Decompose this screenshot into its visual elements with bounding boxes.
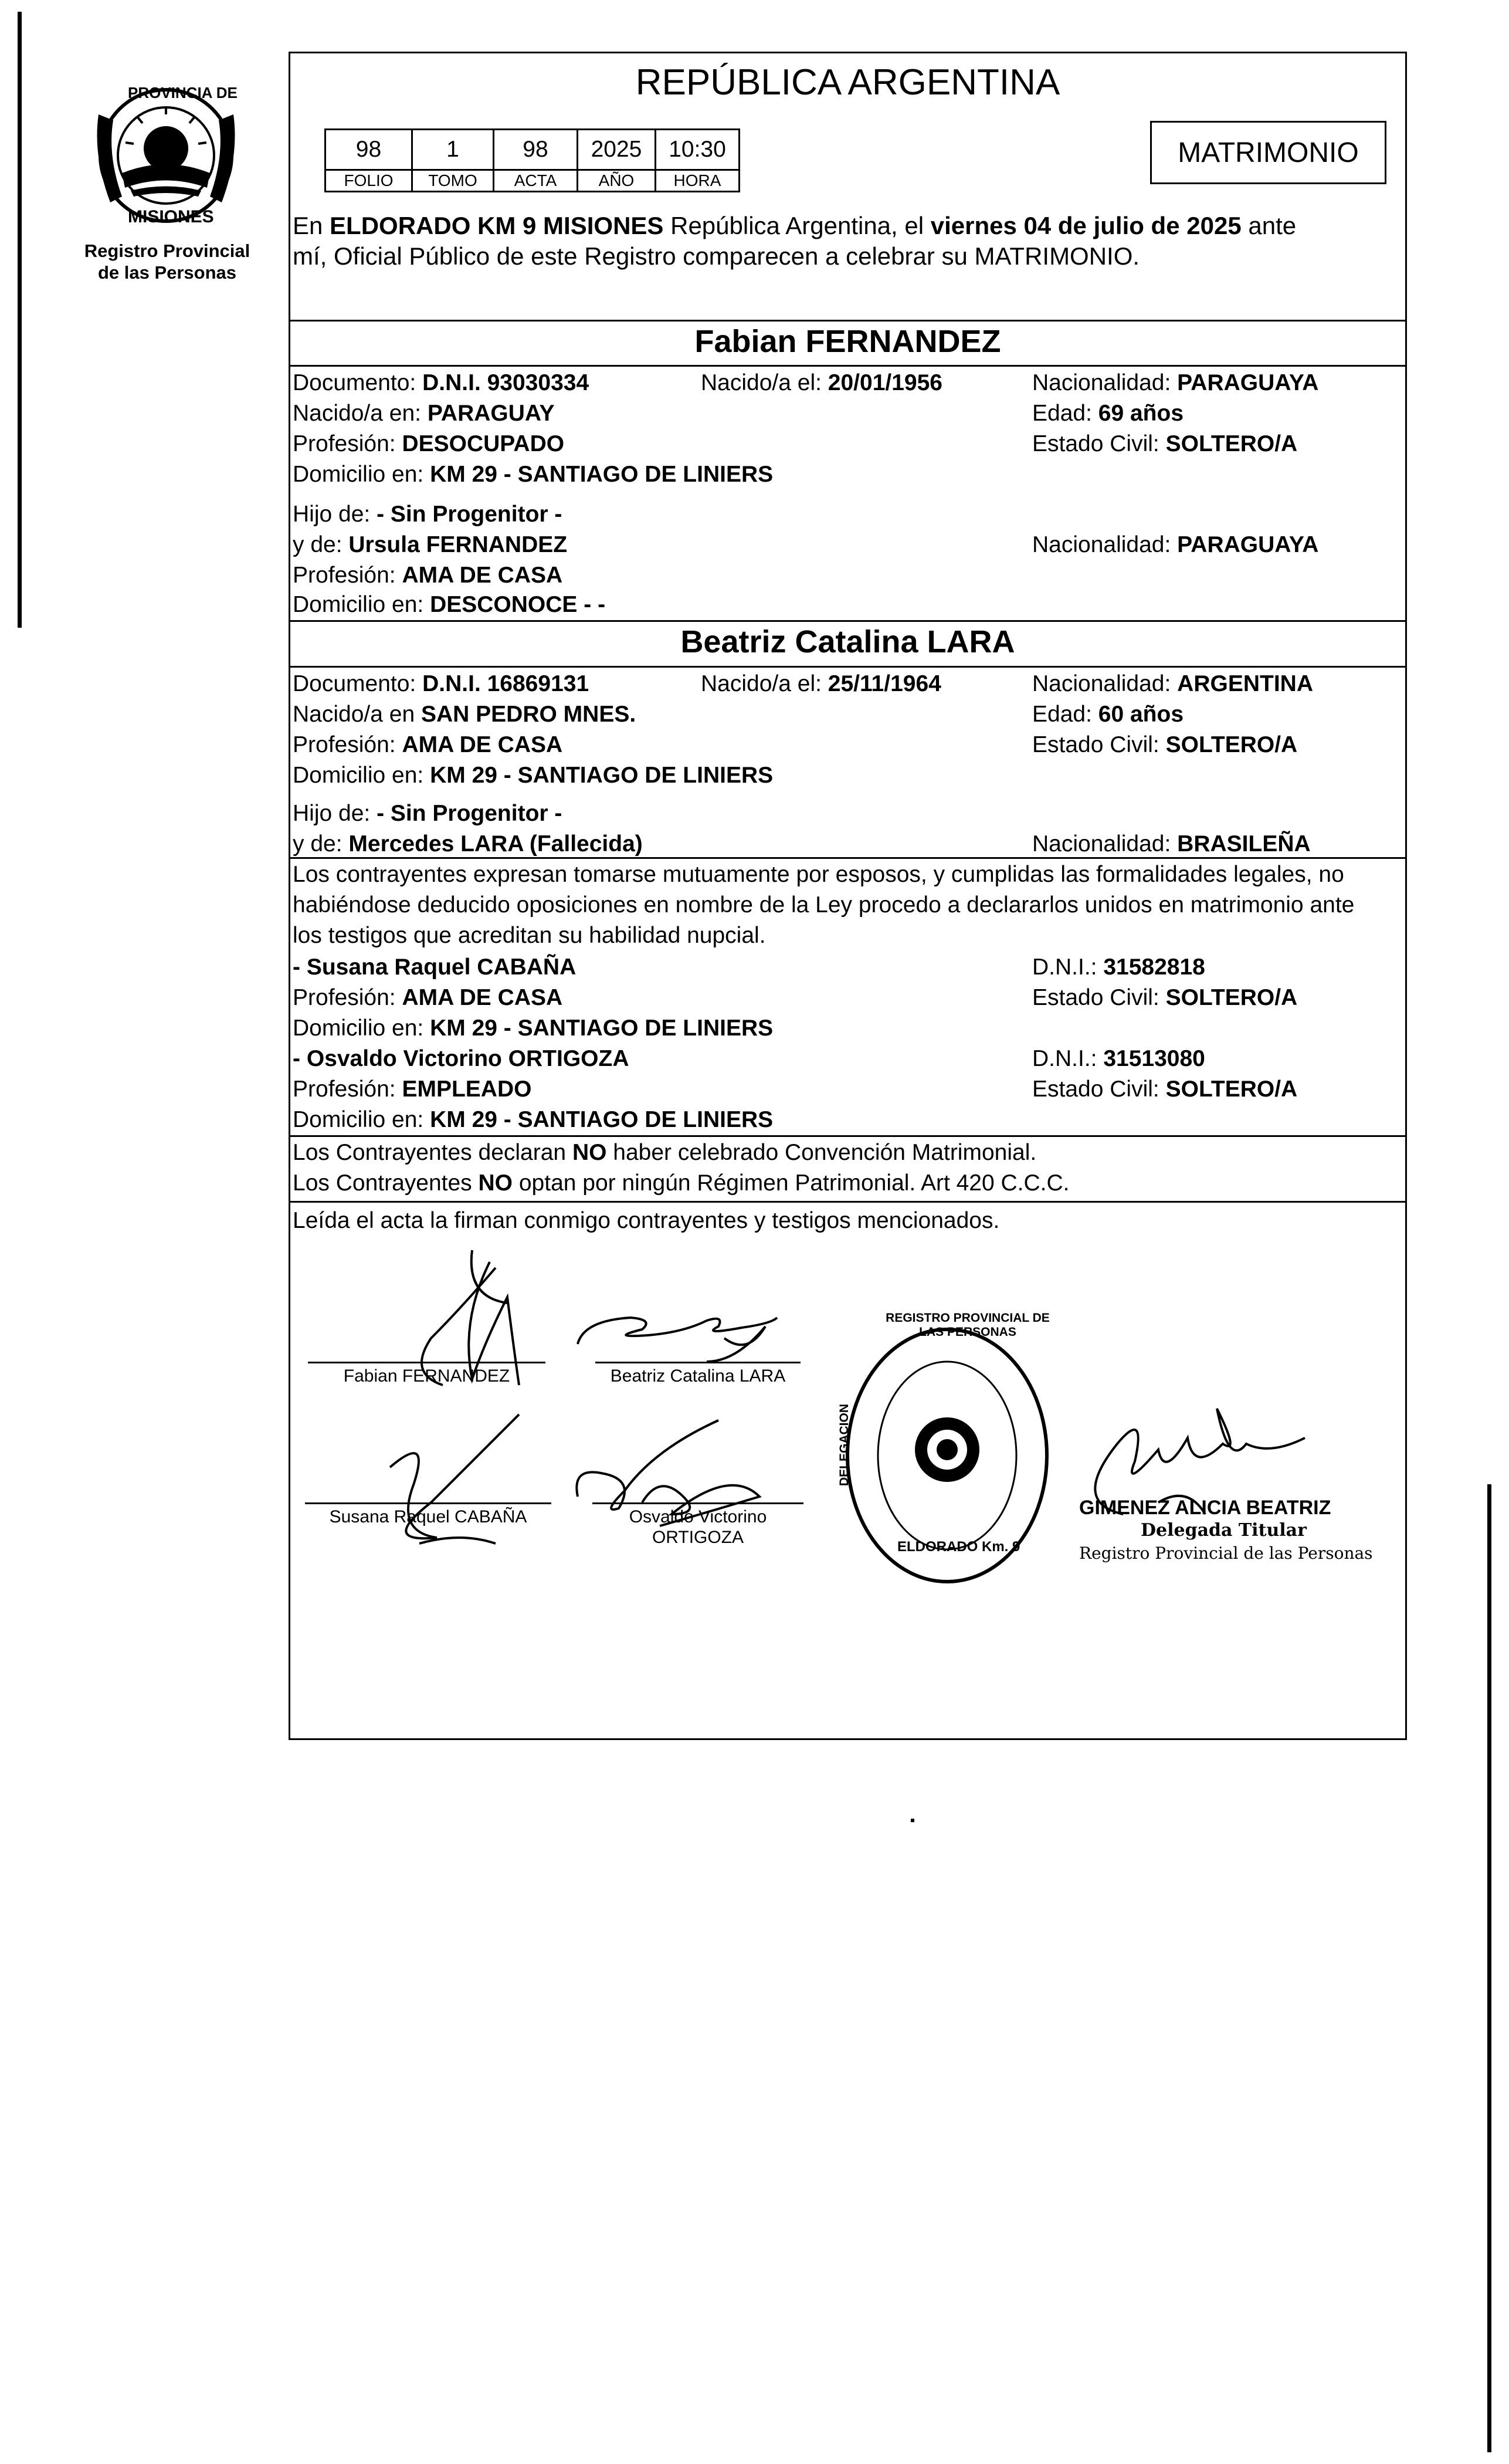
testigo-2-dni: D.N.I.: 31513080 bbox=[1032, 1046, 1205, 1071]
declaracion-line-1: Los contrayentes expresan tomarse mutuamente por esposos, y cumplidas las formalidades legales, no bbox=[293, 862, 1344, 887]
c2-nacionalidad: Nacionalidad: ARGENTINA bbox=[1032, 671, 1314, 696]
c2-domicilio: Domicilio en: KM 29 - SANTIAGO DE LINIERS bbox=[293, 763, 774, 788]
divider bbox=[290, 620, 1405, 622]
oficial-cargo: Delegada Titular bbox=[1141, 1520, 1307, 1541]
testigo-1-dni: D.N.I.: 31582818 bbox=[1032, 955, 1205, 980]
signature-fabian bbox=[372, 1227, 560, 1414]
testigo-2-domicilio: Domicilio en: KM 29 - SANTIAGO DE LINIERS bbox=[293, 1107, 774, 1132]
c1-domicilio: Domicilio en: KM 29 - SANTIAGO DE LINIERS bbox=[293, 462, 774, 487]
signature-susana bbox=[343, 1397, 531, 1561]
logo-text-top: PROVINCIA DE bbox=[128, 84, 238, 101]
stamp-arc-text: REGISTRO PROVINCIAL DE LAS PERSONAS bbox=[886, 1311, 1050, 1339]
registro-table bbox=[324, 128, 740, 192]
testigo-1-nombre: - Susana Raquel CABAÑA bbox=[293, 955, 577, 980]
declaracion-line-2: habiéndose deducido oposiciones en nombre de la Ley procedo a declararlos unidos en matrimonio ante bbox=[293, 892, 1355, 918]
stamp-left-text: DELEGACION bbox=[837, 1403, 852, 1487]
tipo-acta-box: MATRIMONIO bbox=[1150, 121, 1386, 184]
c2-profesion: Profesión: AMA DE CASA bbox=[293, 732, 563, 757]
firma-label-osvaldo-1: Osvaldo Victorino bbox=[629, 1507, 767, 1527]
c1-edad: Edad: 69 años bbox=[1032, 401, 1184, 426]
c1-profesion: Profesión: DESOCUPADO bbox=[293, 431, 565, 456]
official-stamp bbox=[827, 1309, 1067, 1602]
firma-label-susana: Susana Raquel CABAÑA bbox=[329, 1507, 527, 1527]
folio-label: FOLIO bbox=[325, 170, 412, 192]
declaracion-line-3: los testigos que acreditan su habilidad nupcial. bbox=[293, 923, 766, 948]
c1-documento: Documento: D.N.I. 93030334 bbox=[293, 370, 589, 395]
logo-caption-2: de las Personas bbox=[97, 262, 237, 283]
tomo-value: 1 bbox=[412, 130, 494, 170]
acta-frame bbox=[289, 52, 1407, 1740]
c2-madre: y de: Mercedes LARA (Fallecida) bbox=[293, 831, 643, 857]
regimen-line: Los Contrayentes NO optan por ningún Régimen Patrimonial. Art 420 C.C.C. bbox=[293, 1170, 1070, 1196]
stamp-bottom-text: ELDORADO Km. 9 bbox=[897, 1539, 1020, 1555]
intro-line-2: mí, Oficial Público de este Registro comparecen a celebrar su MATRIMONIO. bbox=[293, 242, 1140, 270]
c2-documento: Documento: D.N.I. 16869131 bbox=[293, 671, 589, 696]
scan-speck bbox=[911, 1819, 914, 1822]
anio-value: 2025 bbox=[578, 130, 656, 170]
c2-nacimiento: Nacido/a el: 25/11/1964 bbox=[701, 671, 941, 696]
signature-line bbox=[305, 1502, 551, 1504]
c1-nacimiento: Nacido/a el: 20/01/1956 bbox=[701, 370, 942, 395]
convencion-line: Los Contrayentes declaran NO haber celebrado Convención Matrimonial. bbox=[293, 1140, 1037, 1165]
c1-nacionalidad: Nacionalidad: PARAGUAYA bbox=[1032, 370, 1319, 395]
divider bbox=[290, 320, 1405, 321]
testigo-2-estado-civil: Estado Civil: SOLTERO/A bbox=[1032, 1077, 1298, 1102]
oficial-nombre: GIMENEZ ALICIA BEATRIZ bbox=[1079, 1497, 1331, 1519]
divider bbox=[290, 1201, 1405, 1203]
signature-beatriz bbox=[572, 1291, 795, 1368]
signature-line bbox=[595, 1362, 801, 1363]
firma-label-beatriz: Beatriz Catalina LARA bbox=[610, 1366, 786, 1386]
c1-hijo-de: Hijo de: - Sin Progenitor - bbox=[293, 502, 562, 527]
testigo-1-estado-civil: Estado Civil: SOLTERO/A bbox=[1032, 985, 1298, 1010]
c2-madre-nacionalidad: Nacionalidad: BRASILEÑA bbox=[1032, 831, 1311, 857]
firma-label-fabian: Fabian FERNANDEZ bbox=[343, 1366, 510, 1386]
contrayente-2-name: Beatriz Catalina LARA bbox=[680, 624, 1015, 659]
logo-text-bottom: MISIONES bbox=[128, 207, 214, 226]
right-margin-bar bbox=[1487, 1484, 1491, 2452]
divider bbox=[290, 666, 1405, 668]
c1-madre-nacionalidad: Nacionalidad: PARAGUAYA bbox=[1032, 532, 1319, 557]
signature-line bbox=[592, 1502, 803, 1504]
tomo-label: TOMO bbox=[412, 170, 494, 192]
cierre-line: Leída el acta la firman conmigo contrayentes y testigos mencionados. bbox=[293, 1208, 1000, 1233]
c1-madre-domicilio: Domicilio en: DESCONOCE - - bbox=[293, 592, 606, 617]
divider bbox=[290, 1135, 1405, 1137]
testigo-1-profesion: Profesión: AMA DE CASA bbox=[293, 985, 563, 1010]
c1-lugar: Nacido/a en: PARAGUAY bbox=[293, 401, 555, 426]
c2-edad: Edad: 60 años bbox=[1032, 702, 1184, 727]
anio-label: AÑO bbox=[578, 170, 656, 192]
left-margin-bar bbox=[18, 12, 22, 628]
logo-caption-1: Registro Provincial bbox=[84, 241, 250, 261]
c1-madre-profesion: Profesión: AMA DE CASA bbox=[293, 563, 563, 588]
testigo-2-profesion: Profesión: EMPLEADO bbox=[293, 1077, 532, 1102]
c1-estado-civil: Estado Civil: SOLTERO/A bbox=[1032, 431, 1298, 456]
c2-hijo-de: Hijo de: - Sin Progenitor - bbox=[293, 801, 562, 826]
divider bbox=[290, 365, 1405, 367]
hora-value: 10:30 bbox=[656, 130, 740, 170]
testigo-1-domicilio: Domicilio en: KM 29 - SANTIAGO DE LINIERS bbox=[293, 1016, 774, 1041]
folio-value: 98 bbox=[325, 130, 412, 170]
divider bbox=[290, 857, 1405, 859]
province-coat-of-arms bbox=[87, 79, 245, 232]
c2-estado-civil: Estado Civil: SOLTERO/A bbox=[1032, 732, 1298, 757]
c2-lugar: Nacido/a en SAN PEDRO MNES. bbox=[293, 702, 636, 727]
hora-label: HORA bbox=[656, 170, 740, 192]
country-title: REPÚBLICA ARGENTINA bbox=[635, 62, 1060, 103]
oficial-registro: Registro Provincial de las Personas bbox=[1079, 1544, 1373, 1563]
contrayente-1-name: Fabian FERNANDEZ bbox=[694, 324, 1001, 359]
c1-madre: y de: Ursula FERNANDEZ bbox=[293, 532, 568, 557]
intro-line-1: En ELDORADO KM 9 MISIONES República Argentina, el viernes 04 de julio de 2025 ante bbox=[293, 212, 1297, 239]
acta-label: ACTA bbox=[494, 170, 578, 192]
testigo-2-nombre: - Osvaldo Victorino ORTIGOZA bbox=[293, 1046, 629, 1071]
acta-value: 98 bbox=[494, 130, 578, 170]
firma-label-osvaldo-2: ORTIGOZA bbox=[652, 1528, 744, 1547]
signature-line bbox=[308, 1362, 545, 1363]
